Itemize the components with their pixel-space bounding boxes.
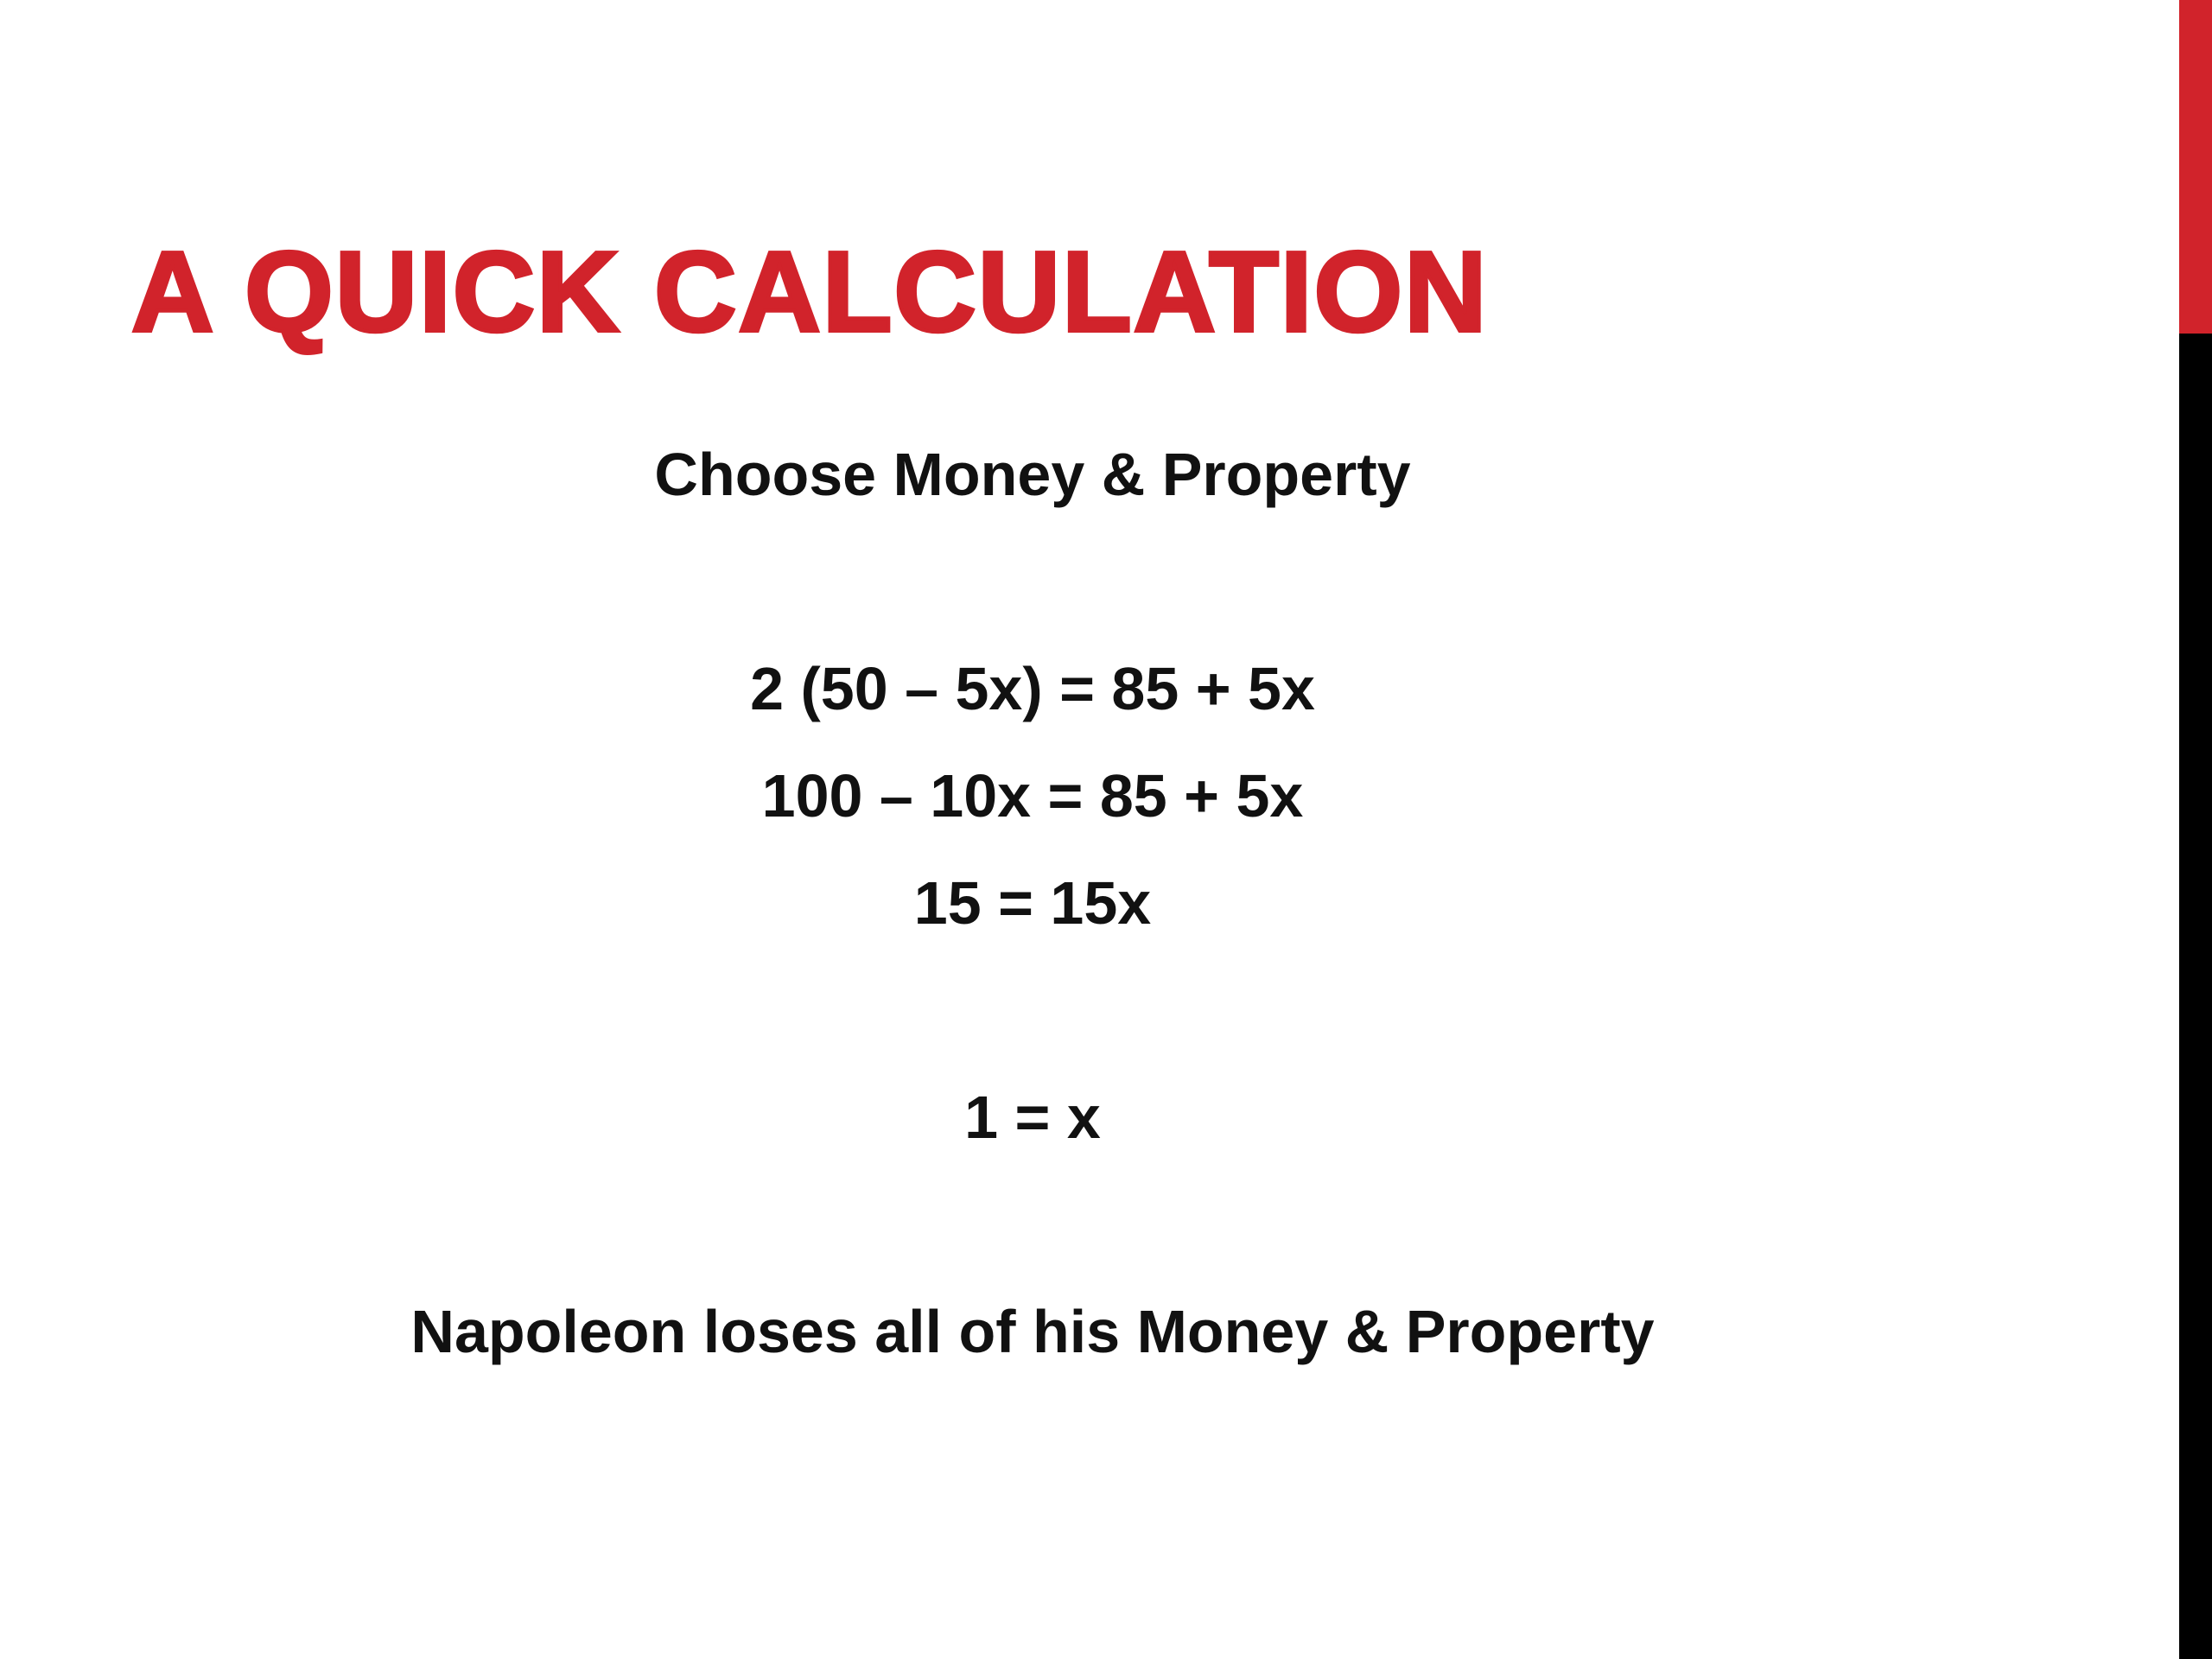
equation-line-1: 2 (50 – 5x) = 85 + 5x xyxy=(750,655,1315,722)
equation-solution: 1 = x xyxy=(964,1084,1101,1151)
slide-title: A QUICK CALCULATION xyxy=(131,228,1489,355)
accent-bar-red xyxy=(2179,0,2212,334)
subtitle-choice: Choose Money & Property xyxy=(654,441,1411,508)
equation-line-3: 15 = 15x xyxy=(913,869,1152,937)
equation-line-2: 100 – 10x = 85 + 5x xyxy=(761,762,1304,830)
accent-bar-black xyxy=(2179,334,2212,1659)
conclusion-text: Napoleon loses all of his Money & Property xyxy=(410,1298,1655,1365)
